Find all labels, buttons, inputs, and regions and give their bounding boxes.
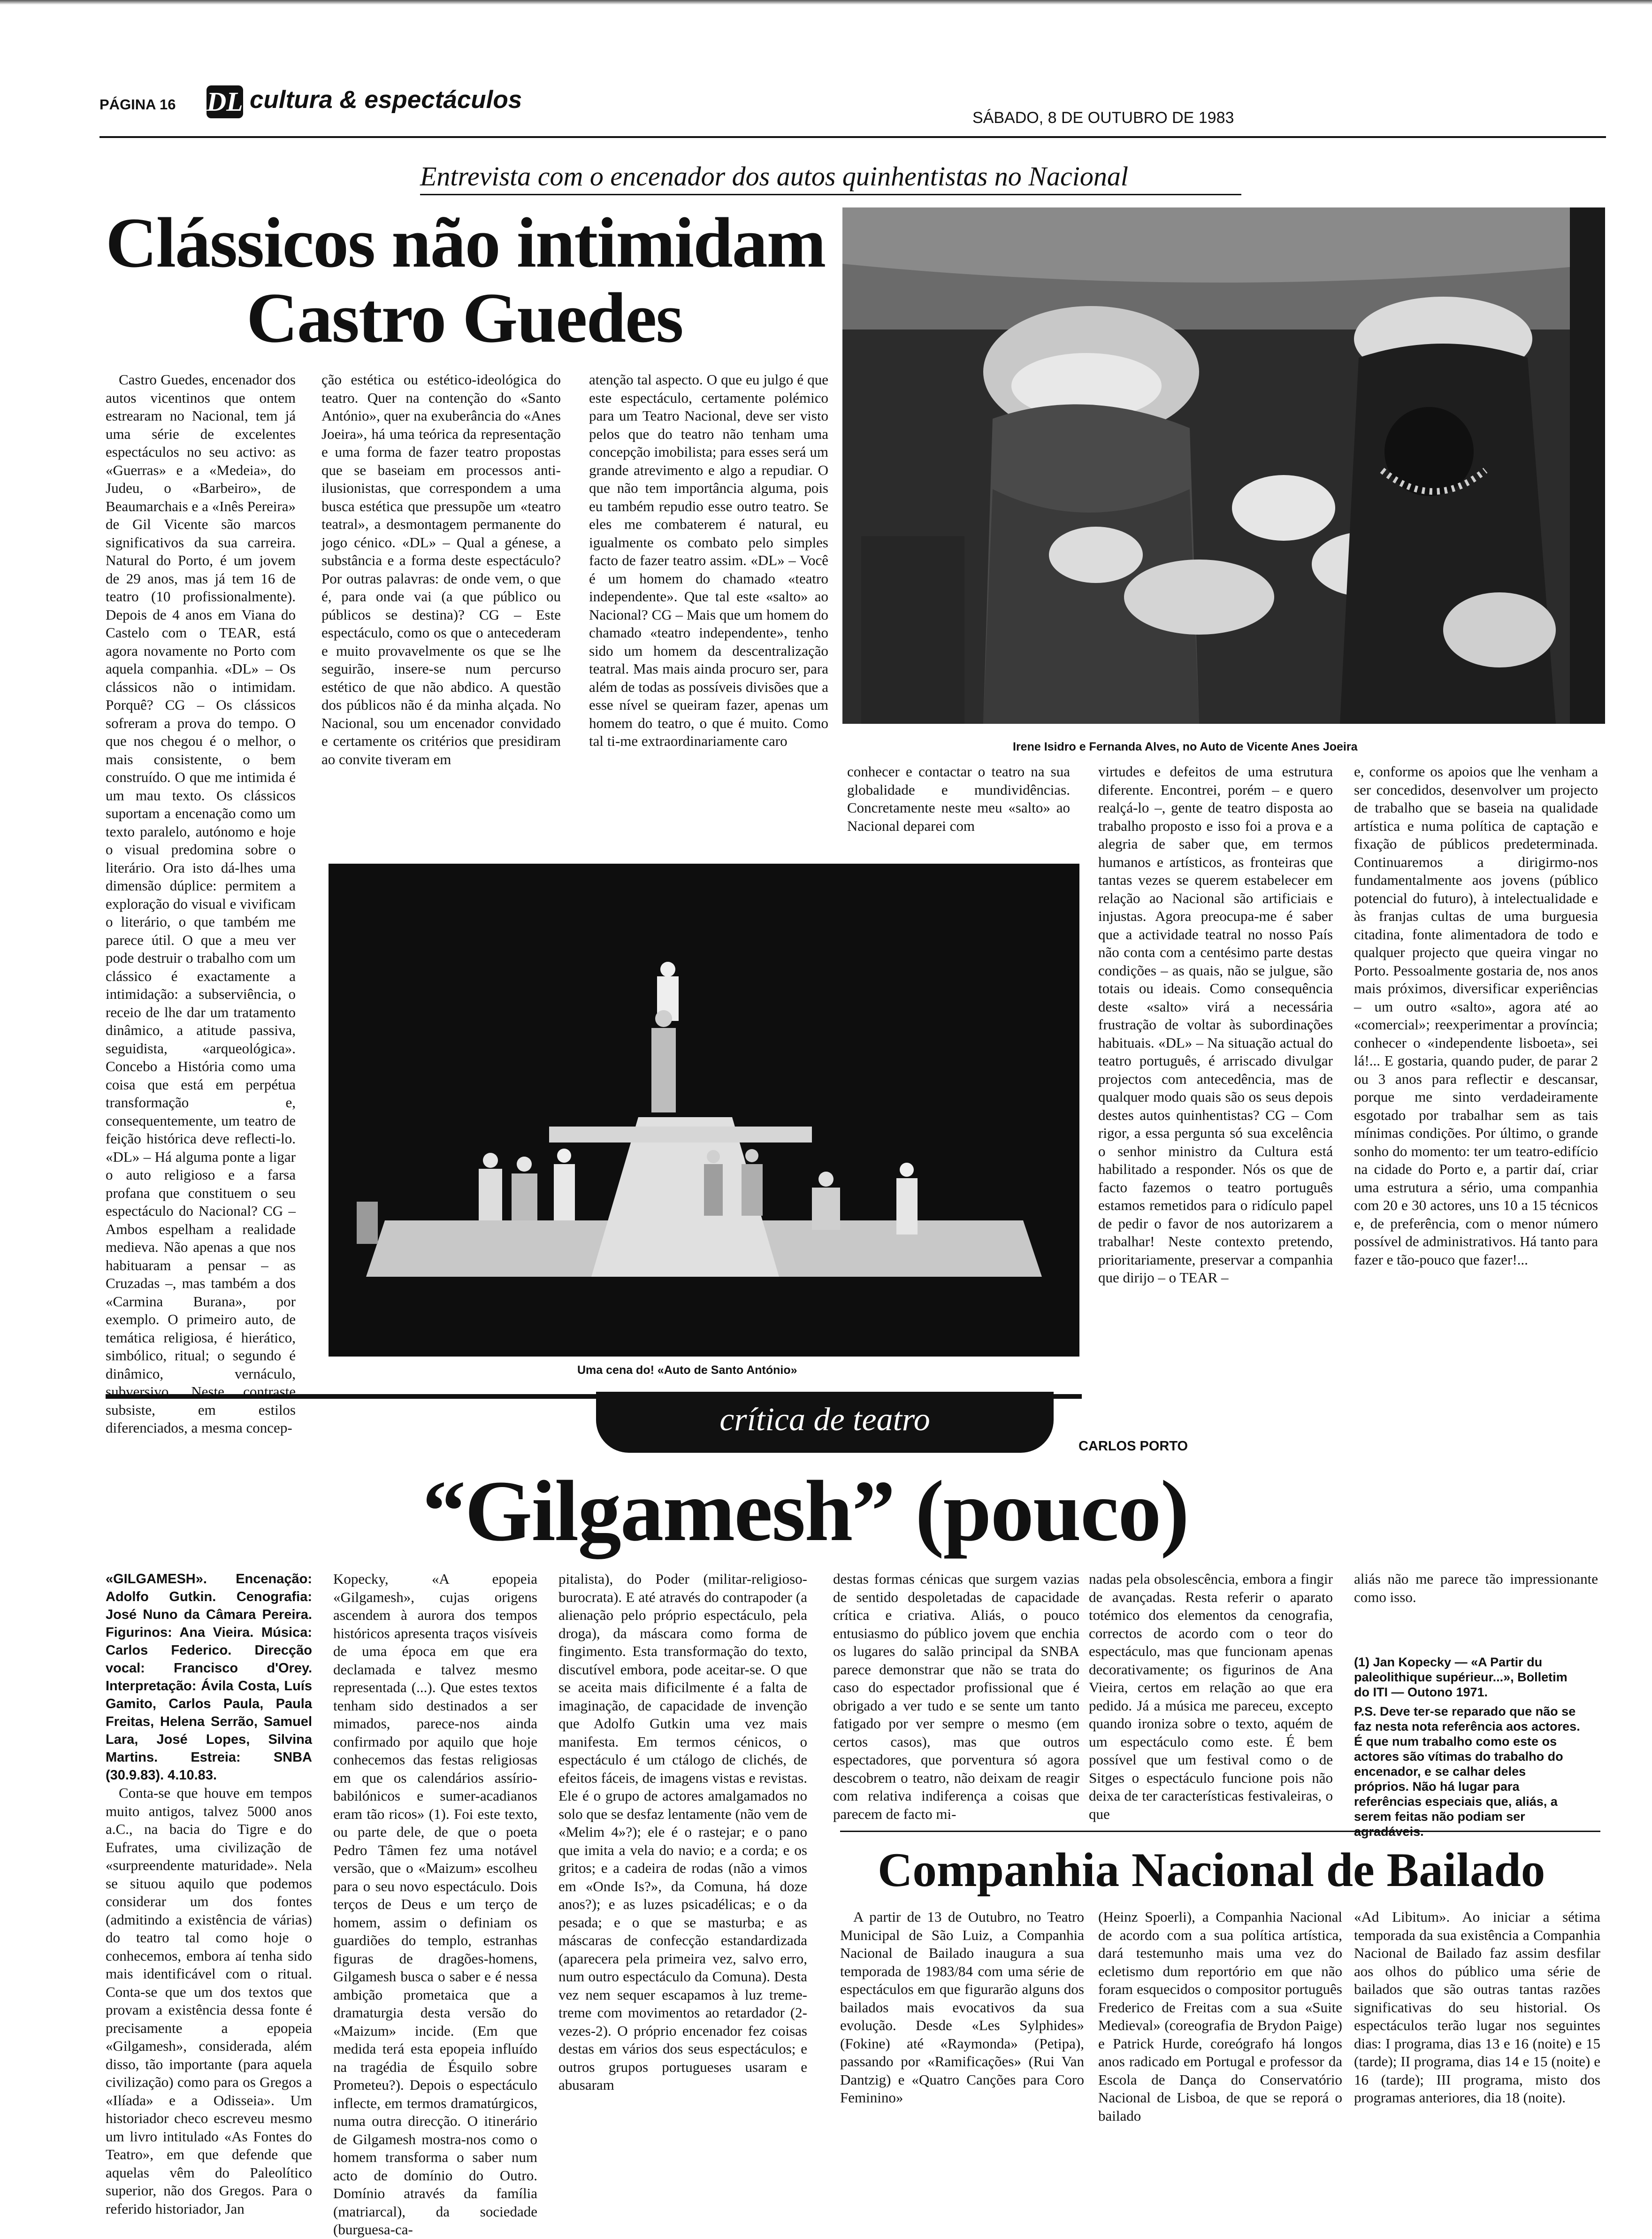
section-divider-left (106, 1394, 596, 1399)
article3-column-1: A partir de 13 de Outubro, no Teatro Municipal de São Luiz, a Companhia Nacional de Bailado inaugura a sua temporada de 1983/84 com uma série de espectáculos em que figurarão alguns dos bailados mais evocativos da sua evolução. Desde «Les Sylphides» (Fokine) até «Raymonda» (Petipa), passando por «Ramificações» (Rui Van Dantzig) e «Quatro Canções para Coro Feminino» (840, 1909, 1084, 2106)
article1-column-2: ção estética ou estético-ideológica do teatro. Quer na contenção do «Santo António», quer na exuberância do «Anes Joeira», há uma teórica da representação e uma forma de fazer teatro propostas que se baseiam em processos anti-ilusionistas, que correspondem a uma busca estética que pressupõe um «teatro teatral», a desmontagem permanente do jogo cénico. «DL» – Qual a génese, a substância e a forma deste espectáculo? Por outras palavras: de onde vem, o que é, para onde vai (a que público ou públicos se destina)? CG – Este espectáculo, como os que o antecederam e muito provavelmente os que se lhe seguirão, insere-se num percurso estético de que não abdico. A questão dos públicos não é da minha alçada. No Nacional, sou um encenador convidado e certamente os critérios que presidiram ao convite tiveram em (321, 371, 561, 767)
article3-column-2: (Heinz Spoerli), a Companhia Nacional de acordo com a sua política artística, dará testemunho mais uma vez do ecletismo dum reportório em que não foram esquecidos o compositor português Frederico de Freitas com a sua «Suite Medieval» (coreografia de Brydon Paige) e Patrick Hurde, coreógrafo há longos anos radicado em Portugal e professor da Escola de Dança do Conservatório Nacional de Lisboa, de que se reporá o bailado (1098, 1909, 1342, 2124)
article1-column-1: Castro Guedes, encenador dos autos vicentinos que ontem estrearam no Nacional, tem já uma série de excelentes espectáculos no seu activo: as «Guerras» e a «Medeia», do Judeu, o «Barbeiro», de Beaumarchais e a «Inês Pereira» de Gil Vicente são marcos significativos da sua carreira. Natural do Porto, é um jovem de 29 anos, mas já tem 16 de teatro (10 profissionalmente). Depois de 4 anos em Viana do Castelo com o TEAR, está agora novamente no Porto com aquela companhia. «DL» – Os clássicos não o intimidam. Porquê? CG – Os clássicos sofreram a prova do tempo. O que nos chegou é o melhor, o mais consistente, o bem construído. O que me intimida é um mau texto. Os clássicos suportam a encenação como um texto paralelo, autónomo e hoje o visual predomina sobre o literário. Ora isto dá-lhes uma dimensão dúplice: permitem a exploração do visual e vivificam o literário, o que também me parece útil. O que a meu ver pode destruir o trabalho com um clássico é exactamente a intimidação: a subserviência, o receio de lhe dar um tratamento dinâmico, a atitude passiva, seguidista, «arqueológica». Concebo a História como uma coisa que está em perpétua transformação e, consequentemente, um teatro de feição histórica deve reflecti-lo. «DL» – Há alguma ponte a ligar o auto religioso e a farsa profana que constituem o seu espectáculo do Nacional? CG – Ambos espelham a realidade medieva. Não apenas a que nos habituaram a pensar – as Cruzadas –, mas também a dos «Carmina Burana», por exemplo. O primeiro auto, de temática religiosa, é hierático, simbólico, ritual; o segundo é dinâmico, vernáculo, subversivo. Neste contraste subsiste, em estilos diferenciados, a mesma concep- (106, 371, 296, 1436)
page-number: PÁGINA 16 (99, 96, 176, 113)
article2-column-1: «GILGAMESH». Encenação: Adolfo Gutkin. Cenografia: José Nuno da Câmara Pereira. Figurinos: Ana Vieira. Música: Carlos Federico. Direcção vocal: Francisco d'Orey. Interpretação: Ávila Costa, Luís Gamito, Carlos Paula, Paula Freitas, Helena Serrão, Samuel Lara, José Lopes, Silvina Martins. Estreia: SNBA (30.9.83). 4.10.83. Conta-se que houve em tempos muito antigos, talvez 5000 anos a.C., na bacia do Tigre e do Eufrates, uma civilização de «surpreendente maturidade». Nela se situou aquilo que podemos considerar um dos fontes (admitindo a existência de várias) do teatro tal como hoje o conhecemos, embora aí tenha sido mais identificável com o ritual. Conta-se que um dos textos que provam a existência dessa fonte é precisamente a epopeia «Gilgamesh», considerada, além disso, tão importante (para aquela civilização) como para os Gregos a «Ilíada» e a Odisseia». Um historiador checo escreveu mesmo um livro intitulado «As Fontes do Teatro», em que defende que aquelas vêm do Paleolítico superior, não dos Gregos. Para o referido historiador, Jan (106, 1570, 312, 2162)
article3-column-3: «Ad Libitum». Ao iniciar a sétima temporada da sua existência a Companhia Nacional de Bailado faz assim desfilar aos olhos do público uma série de bailados que são outras tantas razões significativas do seu historial. Os espectáculos terão lugar nos seguintes dias: I programa, dias 13 e 16 (noite) e 15 (tarde); II programa, dias 14 e 15 (noite) e 16 (tarde); III programa, misto dos programas anteriores, dia 18 (noite). (1354, 1909, 1600, 2106)
article2-footnote: (1) Jan Kopecky — «A Partir du paleolithique supérieur...», Bolletim do ITI — Outono 1971. (1354, 1655, 1568, 1699)
section-title: cultura & espectáculos (250, 86, 522, 114)
section-divider-right (1054, 1394, 1082, 1399)
article3-headline: Companhia Nacional de Bailado (878, 1843, 1545, 1897)
article2-column-4: destas formas cénicas que surgem vazias de sentido despoletadas de capacidade crítica e criativa. Aliás, o pouco entusiasmo do público jovem que enchia os lugares do salão principal da SNBA parece demonstrar que não se trata do caso do espectador profissional que é obrigado a ver tudo e se sente um tanto fatigado por ver sempre o mesmo (em certos casos), mas que outros espectadores, que porventura só agora descobrem o teatro, não deixam de reagir com relativa indiferença a coisas que parecem de facto mi- (833, 1571, 1079, 1822)
article2-column-5: nadas pela obsolescência, embora a fingir de avançadas. Resta referir o aparato totémico dos elementos da cenografia, correctos de acordo com o teor do espectáculo, mas que funcionam apenas decorativamente; os figurinos de Ana Vieira, certos em relação ao que era pedido. Já a música me pareceu, excepto quando ironiza sobre o texto, aquém de um espectáculo como este. É bem possível que um festival como o de Sitges o espectáculo funcione pois não deixa de ter características festivaleiras, o que (1089, 1571, 1333, 1822)
article1-headline-line1: Clássicos não intimidam (106, 203, 826, 282)
article1-column-6: e, conforme os apoios que lhe venham a ser concedidos, desenvolver um projecto de trabalho que se baseia na qualidade artística e numa política de captação e fixação de públicos predeterminada. Continuaremos a dirigirmo-nos fundamentalmente aos jovens (público potencial do futuro), à intelectualidade e às franjas cultas de uma burguesia citadina, fonte alimentadora de todo e qualquer projecto que queira vingar no Porto. Pessoalmente gostaria de, nos anos mais próximos, diversificar experiências – um outro «salto», agora até ao «comercial»; reexperimentar a província; conhecer o «independente lisboeta», sei lá!... E gostaria, quando puder, de parar 2 ou 3 anos para reflectir e descansar, porque me sinto verdadeiramente esgotado por trabalhar sem as tais mínimas condições. Por último, o grande sonho do momento: ter um teatro-edifício na cidade do Porto e, a partir daí, criar uma estrutura a sério, uma companhia com 20 e 30 actores, uns 10 a 15 técnicos e, de preferência, com o menor número possível de administrativos. Há tanto para fazer e tão-pouco que fazer!... (1354, 763, 1598, 1268)
newspaper-logo: DL (206, 85, 243, 118)
article3-top-rule (840, 1831, 1600, 1832)
photo-actresses (842, 207, 1605, 724)
article1-column-5: virtudes e defeitos de uma estrutura diferente. Encontrei, porém – e quero realçá-lo –, gente de teatro disposta ao trabalho proposto e isso foi a prova e a alegria de saber que, em termos humanos e artísticos, as fronteiras que tantas vezes se querem estabelecer em relação ao Nacional são artificiais e injustas. Agora preocupa-me é saber que a actividade teatral no nosso País não conta com a centésimo parte destas condições – as quais, não se julgue, são totais ou ideais. Como consequência deste «salto» virá a necessária frustração de voltar às subordinações habituais. «DL» – Na situação actual do teatro português, é arriscado divulgar projectos com antecedência, mas de qualquer modo quais são os seus depois destes autos quinhentistas? CG – Com rigor, a essa pergunta só sua excelência o senhor ministro da Cultura está habilitado a responder. Nós os que de facto fazemos o teatro português estamos remetidos para o ridículo papel de pedir o favor de nos autorizarem a trabalhar! Neste contexto pretendo, prioritariamente, preservar a companhia que dirijo – o TEAR – (1098, 763, 1333, 1286)
issue-date: SÁBADO, 8 DE OUTUBRO DE 1983 (972, 109, 1234, 127)
photo-stage-scene (329, 864, 1079, 1357)
top-edge (0, 0, 1652, 5)
kicker-rule (420, 194, 1241, 195)
article1-column-4: conhecer e contactar o teatro na sua globalidade e mundividências. Concretamente neste meu «salto» ao Nacional deparei com (847, 763, 1070, 834)
article2-column-3: pitalista), do Poder (militar-religioso-burocrata). E até através do contrapoder (a alienação pelo próprio espectáculo, pela droga), da máscara como forma de fingimento. Esta transformação do texto, discutível embora, pode aceitar-se. O que se aceita mais dificilmente é a falta de imaginação, de capacidade de invenção que Adolfo Gutkin uma vez mais manifesta. Em termos cénicos, o espectáculo é um ctálogo de clichés, de efeitos fáceis, de imagens vistas e revistas. Ele é o grupo de actores amalgamados no solo que se desfaz lentamente (não vem de «Melim 4»?); ele é o rastejar; e o pano que imita a vela do navio; e a corda; e os gritos; e a cadeira de rodas (não a vimos em «Onde Is?», da Comuna, há doze anos?); e as luzes psicadélicas; e o da pesada; e o que se masturba; e as máscaras de confecção estandardizada (aparecera pela primeira vez, salvo erro, num outro espectáculo da Comuna). Desta vez nem sequer escapamos à luz treme-treme com movimentos ao retardador (2-vezes-2). O próprio encenador fez coisas destas em vários dos seus espectáculos; e outros grupos portugueses usaram e abusaram (558, 1571, 807, 2093)
article2-postscript: P.S. Deve ter-se reparado que não se faz nesta nota referência aos actores. É que num trabalho como este os actores são vítimas do trabalho do encenador, e se calhar deles próprios. Não há lugar para referências especiais que, aliás, a serem feitas não podiam ser agradáveis. (1354, 1704, 1580, 1839)
article2-column-2: Kopecky, «A epopeia «Gilgamesh», cujas origens ascendem à aurora dos tempos históricos apresenta traços visíveis de uma época em que era declamada e talvez mesmo representada (...). Que estes textos tenham sido destinados a ser mimados, parece-nos ainda confirmado por aquilo que hoje conhecemos das festas religiosas em que os calendários assírio-babilónicos e sumer-acadianos eram tão ricos» (1). Foi este texto, ou parte dele, de que o poeta Pedro Tâmen fez uma notável versão, que o «Maizum» escolheu para o seu novo espectáculo. Dois terços de Deus e um terço de homem, assim o definiam os guardiões do templo, estranhas figuras de dragões-homens, Gilgamesh busca o saber e é nessa ambição prometaica que a dramaturgia desta versão do «Maizum» incide. (Em que medida terá esta epopeia influído na tragédia de Ésquilo sobre Prometeu?). Depois o espectáculo inflecte, em termos dramatúrgicos, numa outra direcção. O itinerário de Gilgamesh mostra-nos como o homem transforma o saber num acto de domínio do Outro. Domínio através da família (matriarcal), da sociedade (burguesa-ca- (333, 1571, 537, 2238)
critic-rubric: crítica de teatro (596, 1392, 1054, 1453)
photo-stage-caption: Uma cena do! «Auto de Santo António» (577, 1364, 797, 1377)
critic-author: CARLOS PORTO (1078, 1439, 1188, 1454)
article2-headline: “Gilgamesh” (pouco) (422, 1463, 1189, 1559)
photo-actresses-caption: Irene Isidro e Fernanda Alves, no Auto de Vicente Anes Joeira (1013, 740, 1358, 753)
article1-kicker: Entrevista com o encenador dos autos quinhentistas no Nacional (420, 161, 1128, 192)
article2-column-6: aliás não me parece tão impressionante como isso. (1354, 1571, 1598, 1605)
article1-headline-line2: Castro Guedes (246, 278, 683, 357)
article1-column-3: atenção tal aspecto. O que eu julgo é que este espectáculo, certamente polémico para um Teatro Nacional, deve ser visto pelos que do teatro não tenham uma concepção imobilista; para esses será um grande atrevimento e algo a repudiar. O que não tem importância alguma, pois eu também repudio esse outro teatro. Se eles me combaterem é natural, eu igualmente os combato pelo simples facto de fazer teatro assim. «DL» – Você é um homem do chamado «teatro independente». Que tal este «salto» ao Nacional? CG – Mais que um homem do chamado «teatro independente», tenho sido um homem da descentralização teatral. Mas mais ainda procuro ser, para além de todas as possíveis divisões que a esse nível se queiram fazer, apenas um homem do teatro, o que é muito. Como tal ti-me extraordinariamente caro (589, 371, 828, 749)
masthead-rule (99, 136, 1606, 138)
article2-credits: «GILGAMESH». Encenação: Adolfo Gutkin. Cenografia: José Nuno da Câmara Pereira. Figurinos: Ana Vieira. Música: Carlos Federico. Direcção vocal: Francisco d'Orey. Interpretação: Ávila Costa, Luís Gamito, Carlos Paula, Paula Freitas, Helena Serrão, Samuel Lara, José Lopes, Silvina Martins. Estreia: SNBA (30.9.83). 4.10.83. (106, 1572, 312, 1783)
